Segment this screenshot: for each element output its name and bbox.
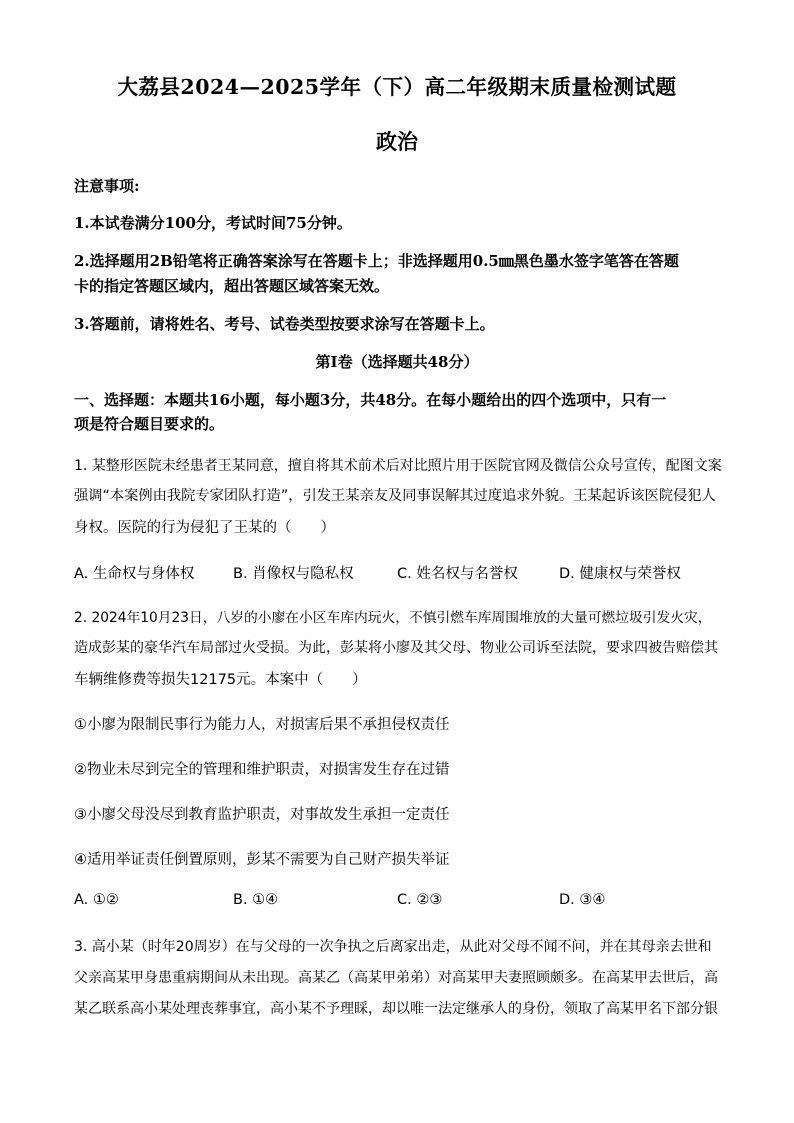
section-title: 第Ⅰ卷（选择题共48分）: [315, 353, 479, 371]
question-3-text: 3. 高小某（时年20周岁）在与父母的一次争执之后离家出走，从此对父母不闻不问，并在其母亲去世和: [74, 939, 712, 955]
question-2-statement-1: ①小廖为限制民事行为能力人，对损害后果不承担侵权责任: [74, 717, 450, 733]
note-line: 2.选择题用2B铅笔将正确答案涂写在答题卡上；非选择题用0.5㎜黑色墨水签字笔答在答题: [74, 252, 679, 270]
note-line: 1.本试卷满分100分，考试时间75分钟。: [74, 214, 352, 232]
question-1-option-d: D. 健康权与荣誉权: [559, 566, 681, 582]
question-2-option-c: C. ②③: [397, 892, 443, 908]
question-2-statement-2: ②物业未尽到完全的管理和维护职责，对损害发生存在过错: [74, 762, 450, 778]
exam-title-text: 大荔县2024—2025学年（下）高二年级期末质量检测试题: [117, 75, 677, 99]
question-1-text: 1. 某整形医院未经患者王某同意，擅自将其术前术后对比照片用于医院官网及微信公众号宣传，配图文案: [74, 458, 722, 474]
question-1-option-c: C. 姓名权与名誉权: [397, 566, 518, 582]
question-2-statement-4: ④适用举证责任倒置原则，彭某不需要为自己财产损失举证: [74, 852, 450, 868]
section-instructions: 项是符合题目要求的。: [74, 415, 225, 433]
question-2-option-d: D. ③④: [559, 892, 606, 908]
question-2-text: 造成彭某的豪华汽车局部过火受损。为此，彭某将小廖及其父母、物业公司诉至法院，要求四被告赔偿其: [74, 640, 718, 656]
question-3-text: 父亲高某甲身患重病期间从未出现。高某乙（高某甲弟弟）对高某甲夫妻照顾颇多。在高某甲去世后，高: [74, 970, 718, 986]
question-2-text: 车辆维修费等损失12175元。本案中（ ）: [74, 672, 367, 688]
question-2-option-a: A. ①②: [74, 892, 119, 908]
notes-heading: 注意事项:: [74, 177, 140, 195]
question-1-text: 强调“本案例由我院专家团队打造”，引发王某亲友及同事误解其过度追求外貌。王某起诉该医院侵犯人: [74, 488, 716, 504]
question-1-option-a: A. 生命权与身体权: [74, 566, 195, 582]
question-1-option-b: B. 肖像权与隐私权: [233, 566, 354, 582]
subject-title: 政治: [376, 129, 418, 154]
note-line: 3.答题前，请将姓名、考号、试卷类型按要求涂写在答题卡上。: [74, 315, 495, 333]
section-instructions: 一、选择题：本题共16小题，每小题3分，共48分。在每小题给出的四个选项中，只有一: [74, 391, 667, 409]
question-1-text: 身权。医院的行为侵犯了王某的（ ）: [74, 520, 335, 536]
question-3-text: 某乙联系高小某处理丧葬事宜，高小某不予理睬，却以唯一法定继承人的身份，领取了高某甲名下部分银: [74, 1001, 718, 1017]
note-line: 卡的指定答题区域内，超出答题区域答案无效。: [74, 277, 390, 295]
exam-title: [0, 70, 794, 100]
question-2-text: 2. 2024年10月23日，八岁的小廖在小区车库内玩火，不慎引燃车库周围堆放的大量可燃垃圾引发火灾，: [74, 610, 712, 626]
question-2-statement-3: ③小廖父母没尽到教育监护职责，对事故发生承担一定责任: [74, 807, 450, 823]
question-2-option-b: B. ①④: [233, 892, 279, 908]
